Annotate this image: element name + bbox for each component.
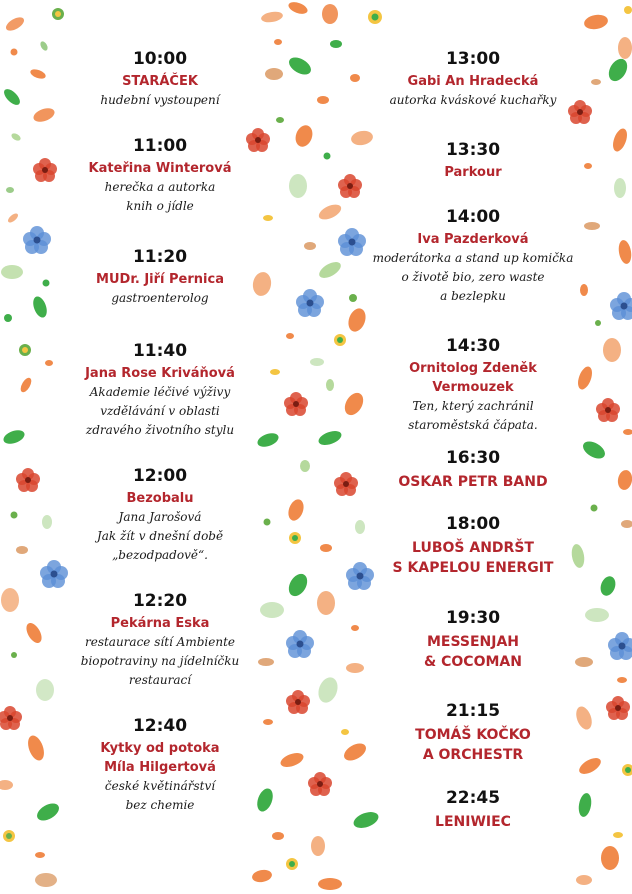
event-name: LENIWIEC: [435, 814, 511, 830]
schedule-item: [70, 49, 250, 110]
event-time: 13:30: [445, 140, 501, 160]
right-border-decor: [568, 6, 632, 885]
event-name: MESSENJAH & COCOMAN: [424, 634, 522, 670]
event-time: 11:00: [132, 136, 188, 156]
event-name: Parkour: [444, 165, 502, 180]
event-time: 10:00: [132, 49, 188, 69]
schedule-item: [370, 448, 576, 492]
event-time: 19:30: [445, 608, 501, 628]
schedule-item: [370, 788, 576, 832]
event-name: Ornitolog Zdeněk Vermouzek: [409, 361, 537, 395]
schedule-item: [370, 207, 576, 306]
schedule-item: [370, 701, 576, 765]
event-time: 16:30: [445, 448, 501, 468]
schedule-item: [370, 336, 576, 435]
event-description: české květinářství bez chemie: [104, 779, 216, 812]
event-description: autorka kváskové kuchařky: [389, 93, 557, 107]
schedule-item: [70, 341, 250, 440]
schedule-item: [370, 140, 576, 182]
schedule-item: [370, 608, 576, 672]
event-name: OSKAR PETR BAND: [398, 474, 548, 490]
event-name: MUDr. Jiří Pernica: [96, 272, 224, 287]
event-time: 22:45: [445, 788, 501, 808]
event-time: 14:00: [445, 207, 501, 227]
event-name: Gabi An Hradecká: [407, 74, 539, 89]
event-name: Pekárna Eska: [110, 616, 210, 631]
event-time: 12:40: [132, 716, 188, 736]
event-time: 11:40: [132, 341, 188, 361]
event-description: restaurace sítí Ambiente biopotraviny na jídelníčku restaurací: [80, 635, 240, 687]
event-description: Jana Jarošová Jak žít v dnešní době „bezodpadově“.: [96, 510, 224, 562]
event-time: 14:30: [445, 336, 501, 356]
event-description: herečka a autorka knih o jídle: [104, 180, 216, 213]
event-name: Iva Pazderková: [417, 232, 529, 247]
schedule-item: [70, 247, 250, 308]
schedule-item: [70, 136, 250, 216]
schedule-item: [370, 49, 576, 110]
event-name: TOMÁŠ KOČKO A ORCHESTR: [415, 727, 531, 763]
center-border-decor: [246, 0, 382, 890]
event-name: Jana Rose Kriváňová: [85, 366, 235, 381]
event-description: hudební vystoupení: [100, 93, 220, 107]
schedule-item: [70, 591, 250, 690]
event-time: 18:00: [445, 514, 501, 534]
event-description: Ten, který zachránil staroměstská čápata.: [408, 399, 538, 432]
event-time: 21:15: [445, 701, 501, 721]
event-time: 13:00: [445, 49, 501, 69]
schedule-item: [370, 514, 576, 578]
event-name: Kateřina Winterová: [88, 161, 232, 176]
event-name: STARÁČEK: [122, 74, 198, 89]
event-name: LUBOŠ ANDRŠT S KAPELOU ENERGIT: [392, 540, 554, 576]
event-description: moderátorka a stand up komička o životě bio, zero waste a bezlepku: [372, 251, 574, 303]
left-border-decor: [0, 8, 68, 887]
event-description: gastroenterolog: [111, 291, 209, 305]
event-name: Kytky od potoka Míla Hilgertová: [100, 741, 220, 775]
event-name: Bezobalu: [126, 491, 194, 506]
schedule-item: [70, 716, 250, 815]
schedule-item: [70, 466, 250, 565]
event-time: 12:20: [132, 591, 188, 611]
event-time: 11:20: [132, 247, 188, 267]
event-description: Akademie léčivé výživy vzdělávání v oblasti zdravého životního stylu: [85, 385, 235, 437]
event-time: 12:00: [132, 466, 188, 486]
